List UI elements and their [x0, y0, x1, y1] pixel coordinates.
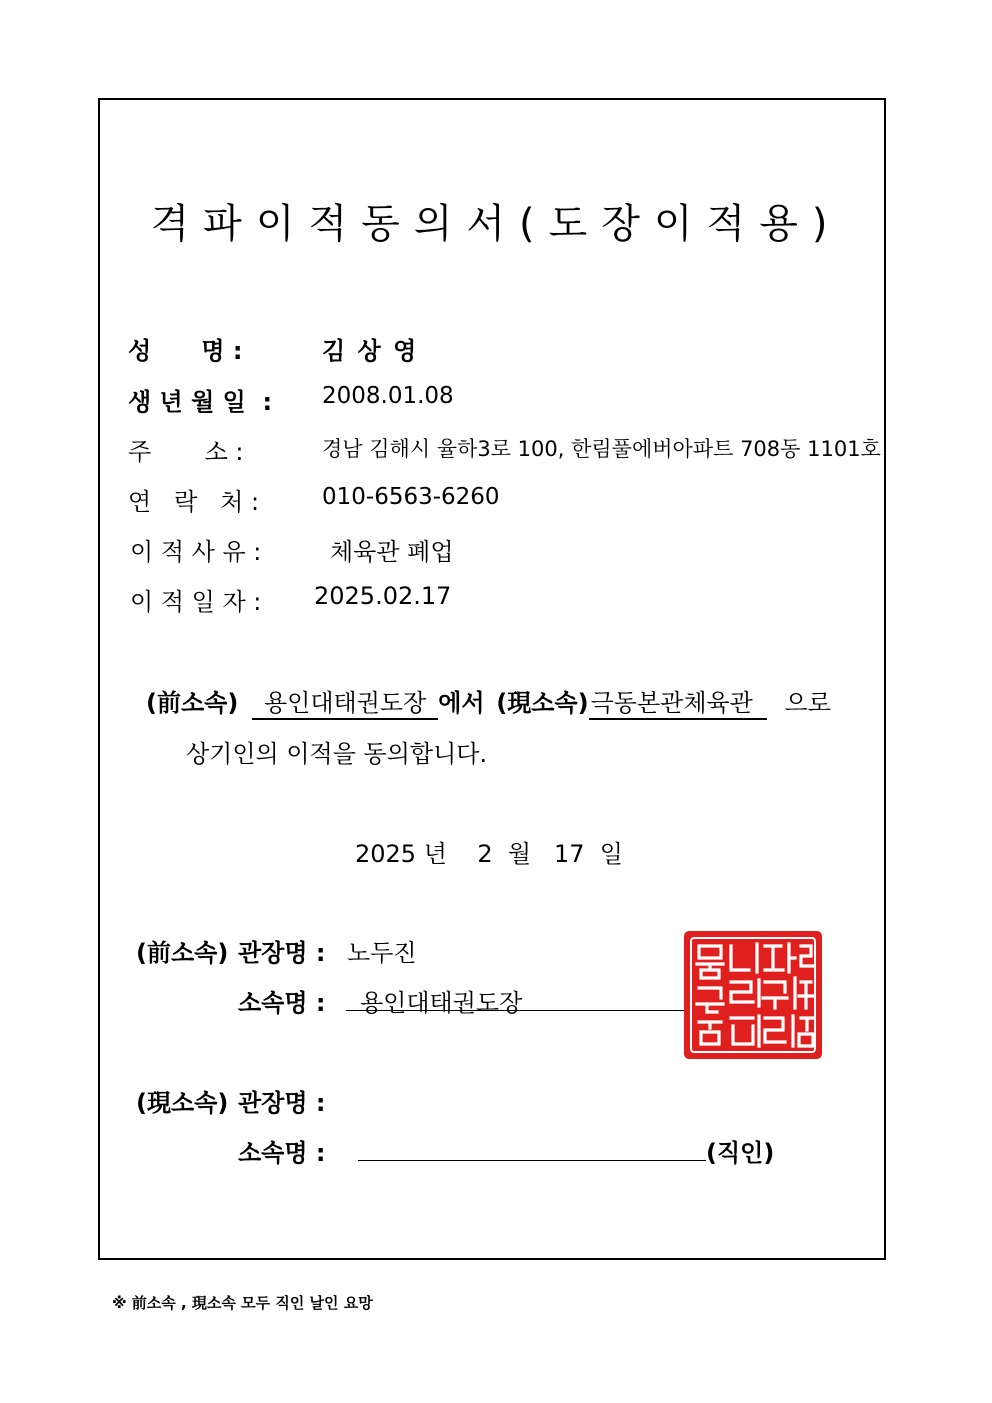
- contact-label: 연 락 처 :: [128, 488, 260, 516]
- curr-seal-text: (직인): [706, 1139, 775, 1167]
- address-label: 주 소 :: [128, 438, 244, 466]
- document-title: 격파이적동의서(도장이적용): [150, 201, 842, 247]
- sign-date: 2025 년 2 월 17 일: [355, 840, 623, 868]
- prev-org-label: 소속명 :: [238, 989, 326, 1017]
- prev-director-label: 관장명 :: [238, 939, 326, 967]
- footnote: ※ 前소속 , 現소속 모두 직인 날인 요망: [112, 1294, 373, 1312]
- prev-affiliation-name: 용인대태권도장: [252, 690, 438, 720]
- prev-affiliation-label: (前소속): [146, 689, 239, 717]
- to-word: 으로: [784, 689, 831, 717]
- curr-affiliation-label: (現소속): [496, 689, 589, 717]
- name-label: 성 명 :: [128, 337, 243, 365]
- consent-line2: 상기인의 이적을 동의합니다.: [186, 740, 488, 768]
- address-value: 경남 김해시 율하3로 100, 한림풀에버아파트 708동 1101호: [322, 437, 881, 461]
- prev-sign-line: [346, 1010, 698, 1011]
- reason-label: 이 적 사 유 :: [130, 538, 262, 566]
- from-word: 에서: [438, 689, 485, 717]
- curr-director-label: 관장명 :: [238, 1089, 326, 1117]
- official-seal: [683, 930, 823, 1060]
- contact-value: 010-6563-6260: [322, 484, 500, 510]
- birth-value: 2008.01.08: [322, 383, 454, 409]
- date-value: 2025.02.17: [314, 582, 452, 610]
- reason-value: 체육관 폐업: [330, 538, 454, 566]
- prev-org-value: 용인대태권도장: [360, 989, 523, 1017]
- curr-affiliation-name: 극동본관체육관: [589, 690, 767, 720]
- birth-label: 생 년 월 일 :: [128, 388, 273, 416]
- date-label: 이 적 일 자 :: [130, 588, 262, 616]
- curr-org-label: 소속명 :: [238, 1139, 326, 1167]
- prev-director-value: 노두진: [347, 939, 417, 967]
- prev-sig-group-label: (前소속): [136, 939, 229, 967]
- consent-statement: [146, 683, 831, 720]
- curr-sig-group-label: (現소속): [136, 1089, 229, 1117]
- curr-sign-line: [358, 1160, 706, 1161]
- name-value: 김 상 영: [322, 337, 419, 365]
